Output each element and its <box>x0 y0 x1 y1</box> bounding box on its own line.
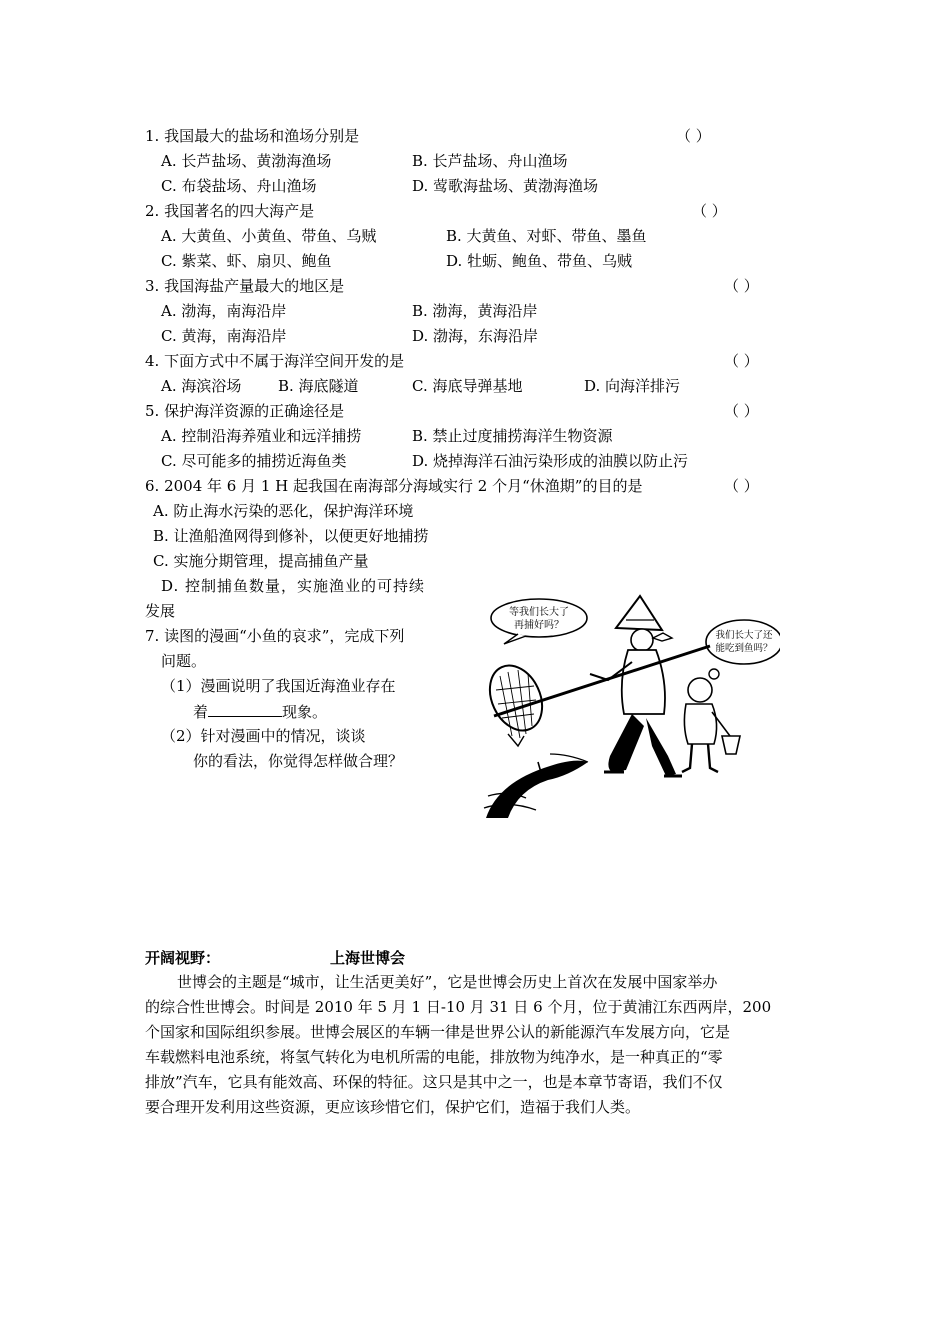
q7-sub1-suffix: 现象。 <box>282 703 328 721</box>
q7-sub1-prefix: 着 <box>193 703 209 721</box>
q3-option-a: A. 渤海，南海沿岸 <box>161 302 287 320</box>
q3-option-c: C. 黄海，南海沿岸 <box>161 327 287 345</box>
fishing-net <box>480 657 552 746</box>
q3-option-b: B. 渤海，黄海沿岸 <box>412 302 538 320</box>
q6-option-b: B. 让渔船渔网得到修补，以便更好地捕捞 <box>153 527 429 545</box>
answer-bracket-1[interactable]: （ ） <box>676 127 711 145</box>
net-pole <box>494 646 710 716</box>
reading-line-6: 要合理开发利用这些资源，更应该珍惜它们，保护它们，造福于我们人类。 <box>145 1098 641 1116</box>
answer-bracket-3[interactable]: （ ） <box>724 277 759 295</box>
q7-sub2-text: （2）针对漫画中的情况，谈谈 <box>161 727 366 745</box>
q2-option-b: B. 大黄鱼、对虾、带鱼、墨鱼 <box>446 227 647 245</box>
q5-option-a: A. 控制沿海养殖业和远洋捕捞 <box>161 427 362 445</box>
bubble-right-line2: 能吃到鱼吗？ <box>715 643 773 654</box>
q4-option-a: A. 海滨浴场 <box>161 377 242 395</box>
question-7-stem: 7. 读图的漫画“小鱼的哀求”，完成下列 <box>145 627 405 645</box>
answer-bracket-2[interactable]: （ ） <box>692 202 727 220</box>
reading-line-2: 的综合性世博会。时间是 2010 年 5 月 1 日-10 月 31 日 6 个月，位于黄浦江东西两岸，200 <box>145 998 772 1016</box>
child-figure <box>682 678 740 772</box>
q4-option-d: D. 向海洋排污 <box>584 377 681 395</box>
q1-option-c: C. 布袋盐场、舟山渔场 <box>161 177 317 195</box>
q6-option-d-continued: 发展 <box>145 602 176 620</box>
q5-option-c: C. 尽可能多的捕捞近海鱼类 <box>161 452 347 470</box>
reading-line-5: 排放”汽车，它具有能效高、环保的特征。这只是其中之一，也是本章节寄语，我们不仅 <box>145 1073 723 1091</box>
answer-bracket-5[interactable]: （ ） <box>724 402 759 420</box>
reading-title: 上海世博会 <box>330 949 406 967</box>
reading-line-4: 车载燃料电池系统，将氢气转化为电机所需的电能，排放物为纯净水，是一种真正的“零 <box>145 1048 723 1066</box>
bubble-left-line2: 再捕好吗？ <box>514 620 564 631</box>
q7-sub2-text-cont: 你的看法，你觉得怎样做合理？ <box>193 752 404 770</box>
bubble-right-line1: 我们长大了还 <box>715 630 773 641</box>
bubble-left-line1: 等我们长大了 <box>509 607 569 618</box>
q7-sub1-answer-line <box>193 701 327 722</box>
q4-option-c: C. 海底导弹基地 <box>412 377 523 395</box>
q2-option-a: A. 大黄鱼、小黄鱼、带鱼、乌贼 <box>161 227 377 245</box>
q6-option-a: A. 防止海水污染的恶化，保护海洋环境 <box>153 502 414 520</box>
q6-option-d: D. 控制捕鱼数量，实施渔业的可持续 <box>161 577 426 595</box>
right-thought-bubble <box>703 620 780 687</box>
answer-bracket-4[interactable]: （ ） <box>724 352 759 370</box>
question-1-stem: 1. 我国最大的盐场和渔场分别是 <box>145 127 360 145</box>
reading-line-3: 个国家和国际组织参展。世博会展区的车辆一律是世界公认的新能源汽车发展方向，它是 <box>145 1023 731 1041</box>
q3-option-d: D. 渤海，东海沿岸 <box>412 327 539 345</box>
q4-option-b: B. 海底隧道 <box>278 377 359 395</box>
q7-sub1-text: （1）漫画说明了我国近海渔业存在 <box>161 677 396 695</box>
q2-option-c: C. 紫菜、虾、扇贝、鲍鱼 <box>161 252 332 270</box>
fisherman-cartoon <box>478 586 780 822</box>
question-2-stem: 2. 我国著名的四大海产是 <box>145 202 315 220</box>
question-7-stem-cont: 问题。 <box>161 652 207 670</box>
q2-option-d: D. 牡蛎、鲍鱼、带鱼、乌贼 <box>446 252 633 270</box>
left-speech-bubble <box>491 599 587 644</box>
answer-bracket-6[interactable]: （ ） <box>724 477 759 495</box>
fisherman-figure <box>590 596 682 776</box>
q1-option-d: D. 莺歌海盐场、黄渤海渔场 <box>412 177 599 195</box>
q5-option-d: D. 烧掉海洋石油污染形成的油膜以防止污 <box>412 452 689 470</box>
reading-line-1: 世博会的主题是“城市，让生活更美好”，它是世博会历史上首次在发展中国家举办 <box>177 973 718 991</box>
reading-label: 开阔视野： <box>145 949 221 967</box>
question-3-stem: 3. 我国海盐产量最大的地区是 <box>145 277 345 295</box>
question-5-stem: 5. 保护海洋资源的正确途径是 <box>145 402 345 420</box>
answer-blank[interactable] <box>208 701 282 717</box>
q6-option-c: C. 实施分期管理，提高捕鱼产量 <box>153 552 369 570</box>
q5-option-b: B. 禁止过度捕捞海洋生物资源 <box>412 427 613 445</box>
q1-option-b: B. 长芦盐场、舟山渔场 <box>412 152 568 170</box>
question-6-stem: 6. 2004 年 6 月 1 H 起我国在南海部分海域实行 2 个月“休渔期”的目的是 <box>145 477 643 495</box>
water-ripples <box>484 754 588 818</box>
q1-option-a: A. 长芦盐场、黄渤海渔场 <box>161 152 332 170</box>
question-4-stem: 4. 下面方式中不属于海洋空间开发的是 <box>145 352 405 370</box>
